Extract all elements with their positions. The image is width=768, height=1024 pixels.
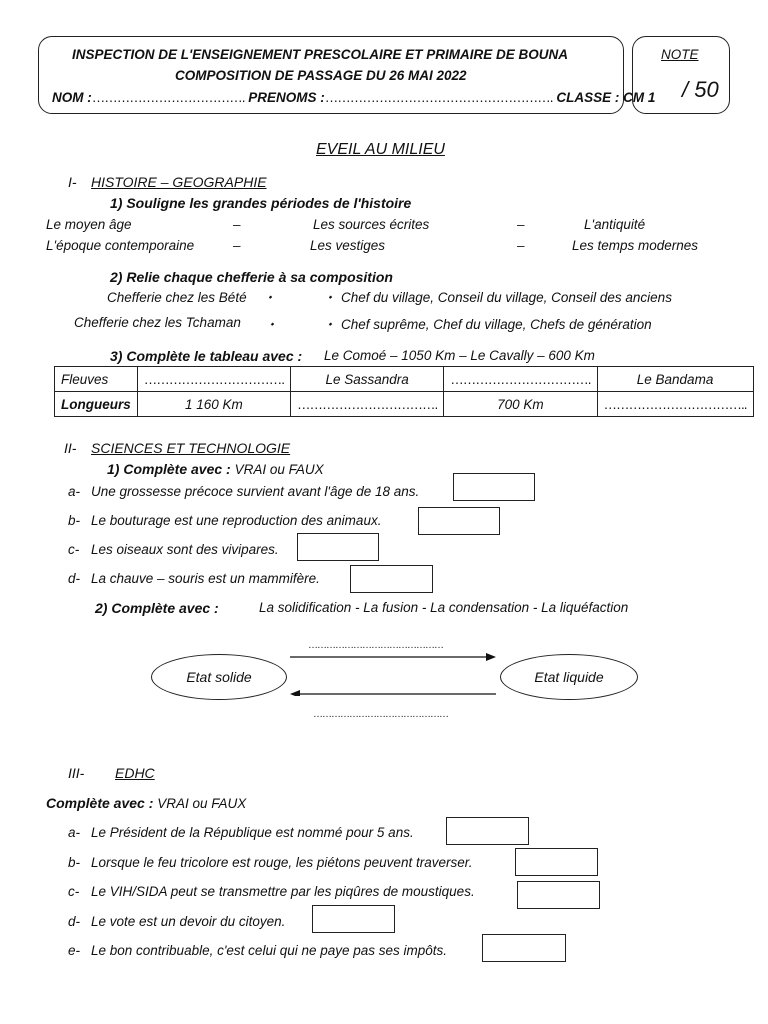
answer-box[interactable]	[350, 565, 433, 593]
answer-box[interactable]	[482, 934, 566, 962]
chefferie-left-item[interactable]: Chefferie chez les Bété	[107, 290, 247, 305]
item-letter: d-	[68, 914, 81, 929]
nom-label: NOM :	[52, 90, 92, 105]
answer-box[interactable]	[312, 905, 395, 933]
statement-text: Une grossesse précoce survient avant l'âge de 18 ans.	[91, 484, 420, 499]
s3-label: Complète avec :	[46, 795, 154, 811]
bullet-icon[interactable]: ⬩	[328, 292, 332, 303]
answer-box[interactable]	[418, 507, 500, 535]
s2-q1-label: 1) Complète avec :	[107, 461, 231, 477]
table-blank-cell[interactable]: …………………………….	[291, 392, 444, 417]
answer-box[interactable]	[446, 817, 529, 845]
answer-blank-top[interactable]: ………………………………………	[308, 640, 443, 651]
answer-box[interactable]	[453, 473, 535, 501]
answer-box[interactable]	[517, 881, 600, 909]
name-row	[52, 90, 655, 105]
section-1-number: I-	[68, 174, 77, 190]
note-total: / 50	[682, 77, 719, 102]
item-letter: a-	[68, 825, 81, 840]
period-item[interactable]: Les temps modernes	[572, 238, 699, 253]
dash: –	[517, 217, 525, 232]
q3-label: 3) Complète le tableau avec :	[110, 348, 303, 364]
rivers-table	[54, 366, 754, 417]
chefferie-right-item[interactable]: Chef suprême, Chef du village, Chefs de génération	[341, 317, 652, 332]
table-row	[55, 367, 754, 392]
period-item[interactable]: Les sources écrites	[313, 217, 430, 232]
state-liquid-ellipse	[500, 654, 638, 700]
s3-options: VRAI ou FAUX	[157, 796, 247, 811]
table-blank-cell[interactable]: …………………………….	[137, 367, 290, 392]
section-3-heading: EDHC	[115, 765, 155, 781]
statement-text: Le bouturage est une reproduction des animaux.	[91, 513, 382, 528]
page-title: EVEIL AU MILIEU	[316, 141, 445, 158]
table-cell: 1 160 Km	[137, 392, 290, 417]
section-3-number: III-	[68, 765, 85, 781]
section-2-number: II-	[64, 440, 77, 456]
arrow-left-head	[290, 690, 300, 696]
table-blank-cell[interactable]: ……………………………..	[597, 392, 753, 417]
section-1-heading: HISTOIRE – GEOGRAPHIE	[91, 174, 267, 190]
answer-box[interactable]	[515, 848, 598, 876]
item-letter: e-	[68, 943, 81, 958]
chefferie-left-item[interactable]: Chefferie chez les Tchaman	[74, 315, 241, 330]
s2-q2-row	[95, 600, 219, 616]
period-item[interactable]: Le moyen âge	[46, 217, 132, 232]
statement-text: Le bon contribuable, c'est celui qui ne paye pas ses impôts.	[91, 943, 448, 958]
bullet-icon[interactable]: ⬩	[328, 319, 332, 330]
s2-q1-row	[107, 461, 324, 477]
q3-words: Le Comoé – 1050 Km – Le Cavally – 600 Km	[324, 348, 595, 363]
s2-q2-label: 2) Complète avec :	[95, 600, 219, 616]
s2-q2-words: La solidification - La fusion - La condensation - La liquéfaction	[259, 600, 629, 615]
statement-text: La chauve – souris est un mammifère.	[91, 571, 320, 586]
arrow-right-head	[486, 653, 496, 661]
header-line-2: COMPOSITION DE PASSAGE DU 26 MAI 2022	[175, 68, 467, 83]
period-item[interactable]: L'antiquité	[584, 217, 646, 232]
statement-text: Le Président de la République est nommé pour 5 ans.	[91, 825, 414, 840]
table-row	[55, 392, 754, 417]
item-letter: c-	[68, 542, 80, 557]
table-header-cell: Longueurs	[55, 392, 138, 417]
note-label: NOTE	[661, 47, 699, 62]
table-header-cell: Fleuves	[55, 367, 138, 392]
statement-text: Lorsque le feu tricolore est rouge, les piétons peuvent traverser.	[91, 855, 473, 870]
chefferie-right-item[interactable]: Chef du village, Conseil du village, Conseil des anciens	[341, 290, 672, 305]
bullet-icon[interactable]: ⬩	[268, 292, 272, 303]
dash: –	[517, 238, 525, 253]
section-2-heading: SCIENCES ET TECHNOLOGIE	[91, 440, 291, 456]
table-cell: Le Sassandra	[291, 367, 444, 392]
answer-blank-bottom[interactable]: ………………………………………	[313, 709, 448, 720]
header-line-1: INSPECTION DE L'ENSEIGNEMENT PRESCOLAIRE ET PRIMAIRE DE BOUNA	[72, 47, 569, 62]
item-letter: d-	[68, 571, 81, 586]
statement-text: Les oiseaux sont des vivipares.	[91, 542, 279, 557]
statement-text: Le vote est un devoir du citoyen.	[91, 914, 286, 929]
item-letter: b-	[68, 513, 81, 528]
prenoms-label: PRENOMS :	[248, 90, 325, 105]
dash: –	[233, 217, 241, 232]
state-solid-ellipse	[151, 654, 287, 700]
state-solid-label: Etat solide	[186, 669, 252, 685]
bullet-icon[interactable]: ⬩	[270, 319, 274, 330]
dash: –	[233, 238, 241, 253]
q1-label: 1) Souligne les grandes périodes de l'histoire	[110, 195, 412, 211]
prenoms-field[interactable]: ……………………………………………….	[324, 90, 553, 105]
period-item[interactable]: Les vestiges	[310, 238, 386, 253]
table-cell: Le Bandama	[597, 367, 753, 392]
item-letter: c-	[68, 884, 80, 899]
nom-field[interactable]: ……………………………….	[91, 90, 245, 105]
answer-box[interactable]	[297, 533, 379, 561]
s3-instruction-row	[46, 795, 246, 811]
period-item[interactable]: L'époque contemporaine	[46, 238, 195, 253]
state-liquid-label: Etat liquide	[534, 669, 604, 685]
q2-label: 2) Relie chaque chefferie à sa composition	[110, 269, 393, 285]
table-blank-cell[interactable]: …………………………….	[444, 367, 597, 392]
item-letter: b-	[68, 855, 81, 870]
statement-text: Le VIH/SIDA peut se transmettre par les piqûres de moustiques.	[91, 884, 475, 899]
s2-q1-options: VRAI ou FAUX	[234, 462, 324, 477]
classe-label: CLASSE : CM 1	[556, 90, 656, 105]
item-letter: a-	[68, 484, 81, 499]
state-arrows	[288, 650, 498, 696]
table-cell: 700 Km	[444, 392, 597, 417]
